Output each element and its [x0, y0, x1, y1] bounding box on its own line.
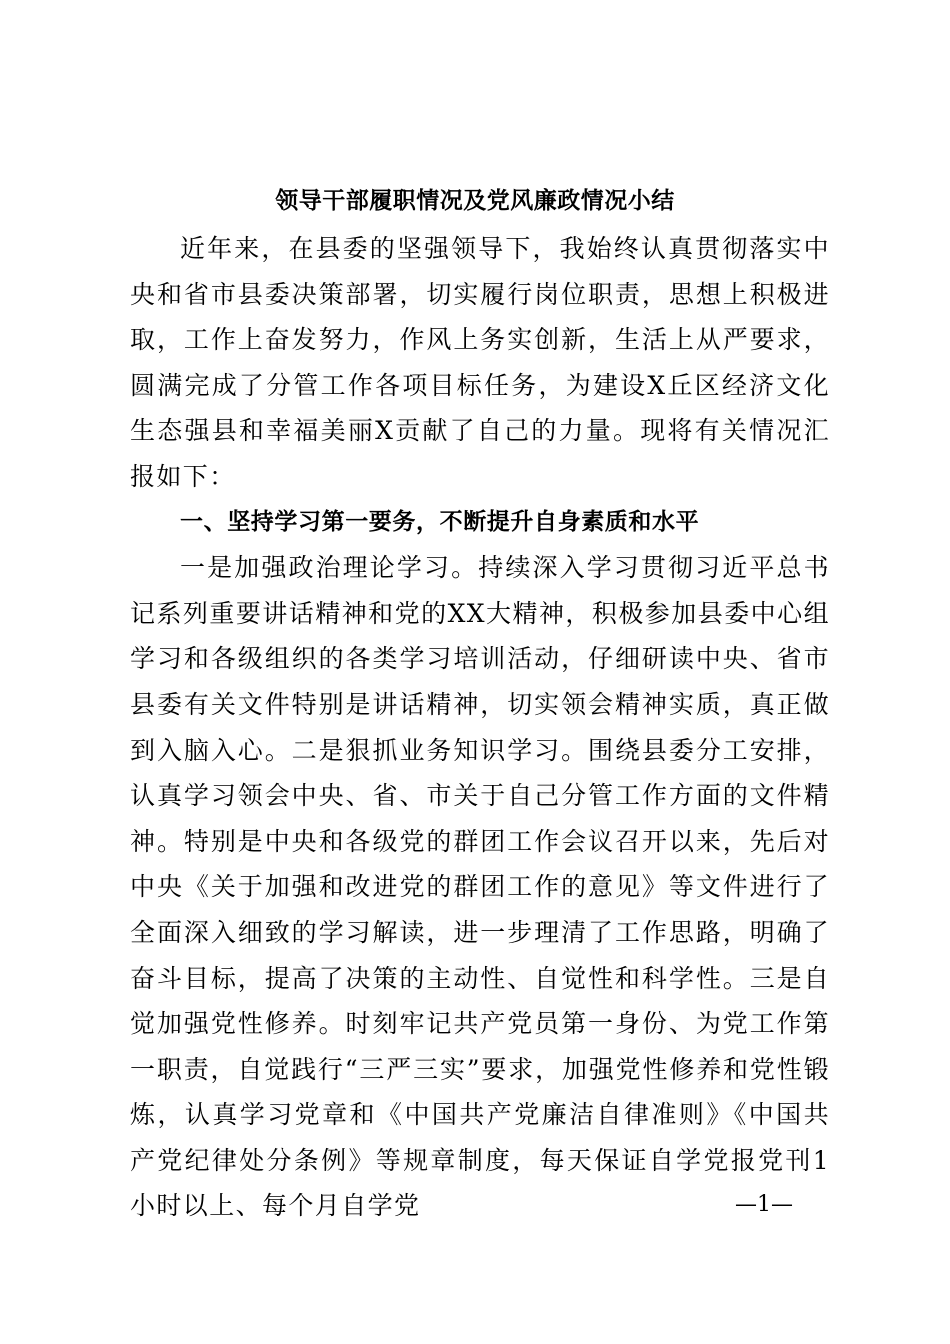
document-title: 领导干部履职情况及党风廉政情况小结	[275, 187, 675, 214]
section-heading: 一、坚持学习第一要务，不断提升自身素质和水平	[180, 508, 700, 535]
page-number: —1—	[735, 1192, 793, 1217]
document-body	[130, 226, 830, 1229]
section-body-paragraph: 一是加强政治理论学习。持续深入学习贯彻习近平总书记系列重要讲话精神和党的XX大精神，积极参加县委中心组学习和各级组织的各类学习培训活动，仔细研读中央、省市县委有关文件特别是讲话精神，切实领会精神实质，真正做到入脑入心。二是狠抓业务知识学习。围绕县委分工安排，认真学习领会中央、省、市关于自己分管工作方面的文件精神。特别是中央和各级党的群团工作会议召开以来，先后对中央《关于加强和改进党的群团工作的意见》等文件进行了全面深入细致的学习解读，进一步理清了工作思路，明确了奋斗目标，提高了决策的主动性、自觉性和科学性。三是自觉加强党性修养。时刻牢记共产党员第一身份、为党工作第一职责，自觉践行“三严三实”要求，加强党性修养和党性锻炼，认真学习党章和《中国共产党廉洁自律准则》《中国共产党纪律处分条例》等规章制度，每天保证自学党报党刊1小时以上、每个月自学党	[130, 553, 830, 1221]
intro-paragraph: 近年来，在县委的坚强领导下，我始终认真贯彻落实中央和省市县委决策部署，切实履行岗位职责，思想上积极进取，工作上奋发努力，作风上务实创新，生活上从严要求，圆满完成了分管工作各项目标任务，为建设X丘区经济文化生态强县和幸福美丽X贡献了自己的力量。现将有关情况汇报如下：	[130, 234, 830, 491]
